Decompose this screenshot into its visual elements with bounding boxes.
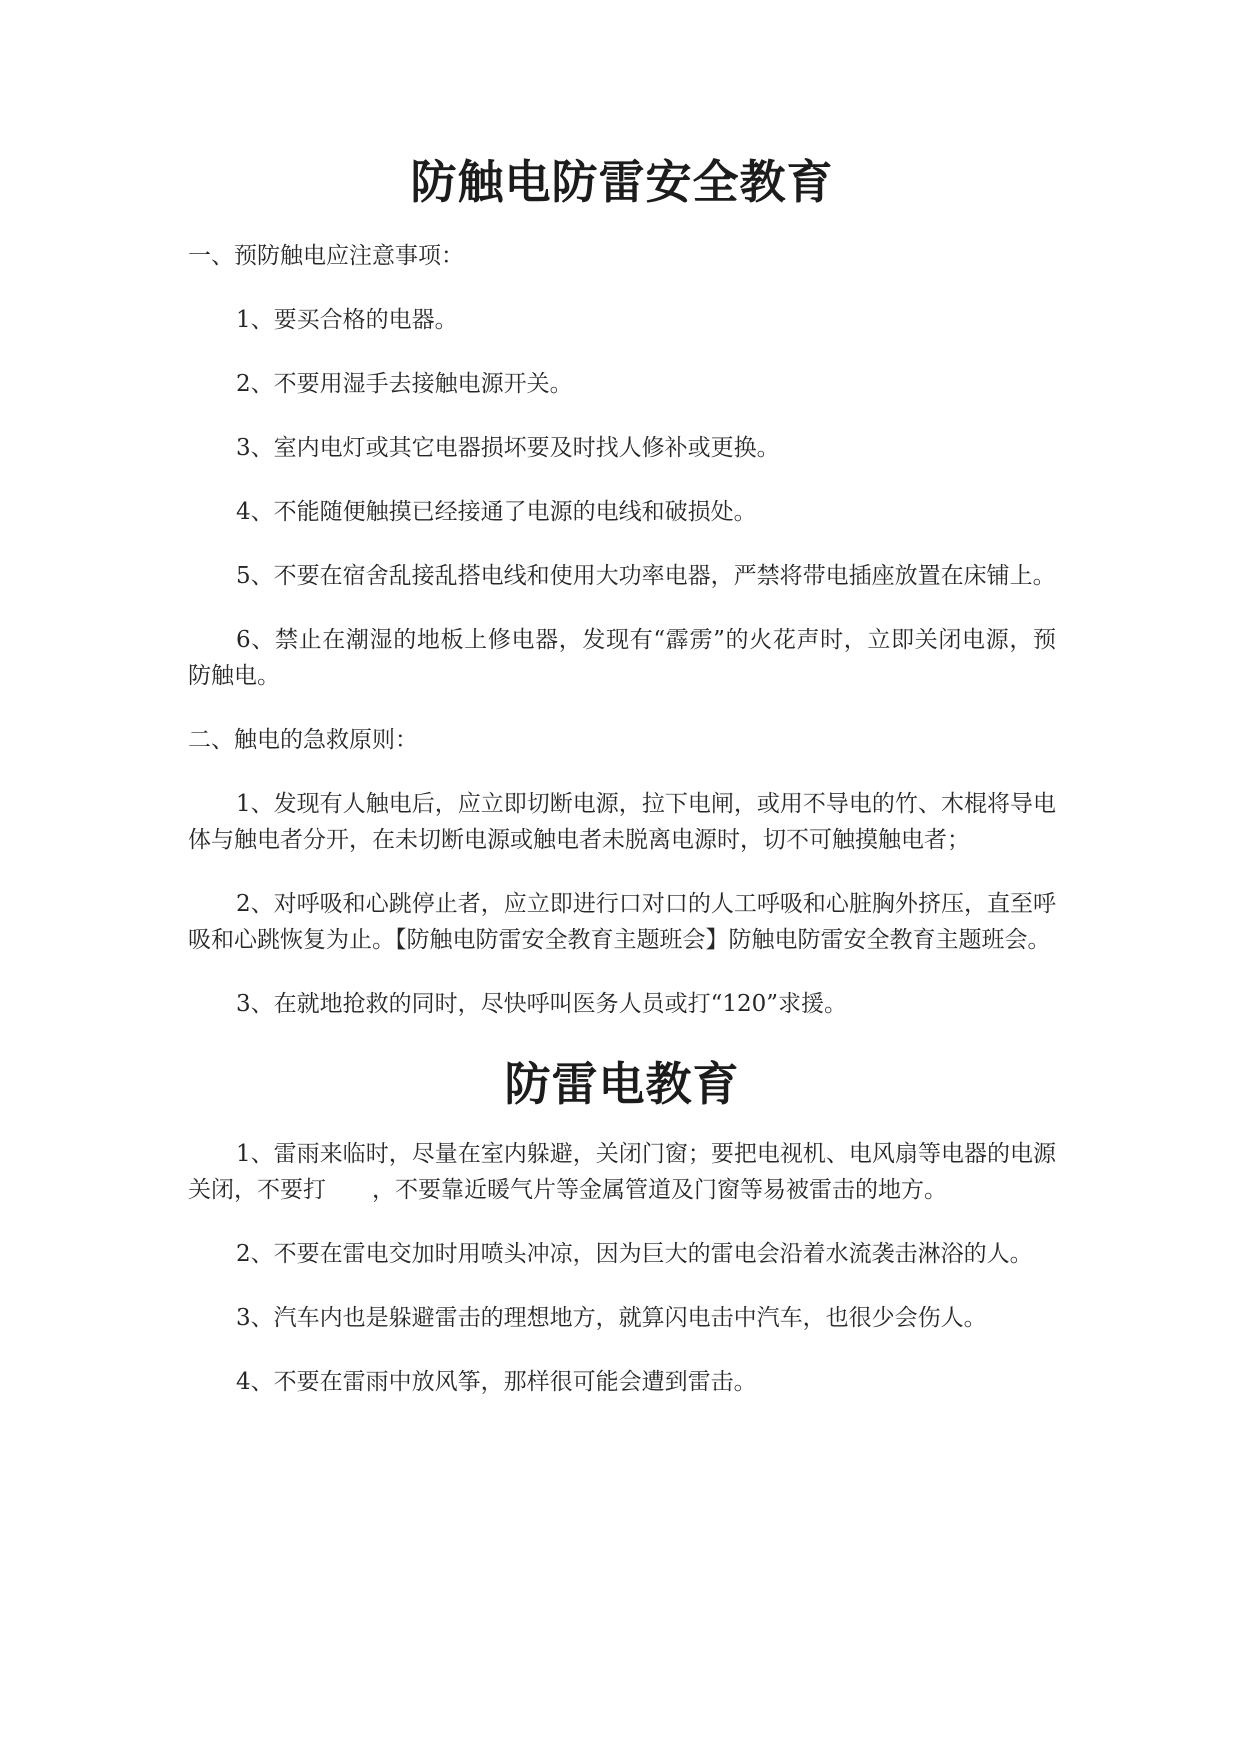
section-heading-first-aid: 二、触电的急救原则： <box>188 727 418 753</box>
prevention-item-5: 5、不要在宿舍乱接乱搭电线和使用大功率电器，严禁将带电插座放置在床铺上。 <box>236 563 1056 589</box>
section-heading-prevention: 一、预防触电应注意事项： <box>188 243 464 269</box>
main-title: 防触电防雷安全教育 <box>410 155 834 209</box>
first-aid-item-3: 3、在就地抢救的同时，尽快呼叫医务人员或打“120”求援。 <box>236 991 848 1017</box>
prevention-item-1: 1、要买合格的电器。 <box>236 307 458 333</box>
lightning-item-2: 2、不要在雷电交加时用喷头冲凉，因为巨大的雷电会沿着水流袭击淋浴的人。 <box>236 1241 1033 1267</box>
prevention-item-4: 4、不能随便触摸已经接通了电源的电线和破损处。 <box>236 499 757 525</box>
prevention-item-6: 6、禁止在潮湿的地板上修电器，发现有“霹雳”的火花声时，立即关闭电源，预防触电。 <box>188 627 1056 689</box>
prevention-item-3: 3、室内电灯或其它电器损坏要及时找人修补或更换。 <box>236 435 780 461</box>
lightning-item-1: 1、雷雨来临时，尽量在室内躲避，关闭门窗；要把电视机、电风扇等电器的电源关闭，不要打 ，不要靠近暖气片等金属管道及门窗等易被雷击的地方。 <box>188 1141 1056 1203</box>
first-aid-item-2: 2、对呼吸和心跳停止者，应立即进行口对口的人工呼吸和心脏胸外挤压，直至呼吸和心跳恢复为止。【防触电防雷安全教育主题班会】防触电防雷安全教育主题班会。 <box>188 891 1056 953</box>
lightning-item-3: 3、汽车内也是躲避雷击的理想地方，就算闪电击中汽车，也很少会伤人。 <box>236 1305 987 1331</box>
lightning-title: 防雷电教育 <box>504 1057 740 1111</box>
lightning-item-4: 4、不要在雷雨中放风筝，那样很可能会遭到雷击。 <box>236 1369 757 1395</box>
prevention-item-2: 2、不要用湿手去接触电源开关。 <box>236 371 573 397</box>
first-aid-item-1: 1、发现有人触电后，应立即切断电源，拉下电闸，或用不导电的竹、木棍将导电体与触电者分开，在未切断电源或触电者未脱离电源时，切不可触摸触电者； <box>188 791 1056 853</box>
